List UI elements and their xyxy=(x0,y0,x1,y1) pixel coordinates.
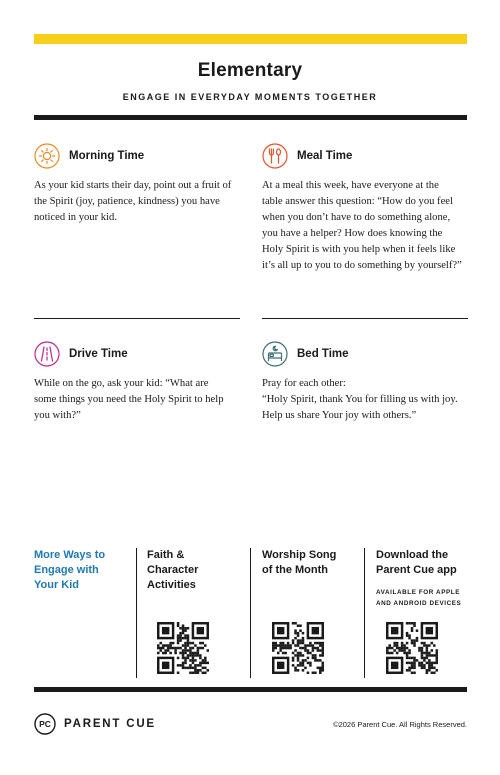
section-title: Morning Time xyxy=(69,150,145,162)
bed-icon xyxy=(262,341,288,367)
body-line: the Spirit (joy, patience, kindness) you have xyxy=(34,196,220,207)
download-app-column xyxy=(376,548,467,680)
column-title-line: Worship Song xyxy=(262,549,337,561)
note-line: AVAILABLE FOR APPLE xyxy=(376,589,461,596)
column-title-line: Character xyxy=(147,564,199,576)
column-title-line: Parent Cue app xyxy=(376,564,457,576)
section-body xyxy=(262,376,468,424)
column-title-line: Activities xyxy=(147,579,196,591)
column-divider xyxy=(136,548,137,678)
qr-code-icon[interactable] xyxy=(272,622,324,674)
qr-code-icon[interactable] xyxy=(157,622,209,674)
logo-monogram: PC xyxy=(39,719,51,730)
parent-cue-logo-icon xyxy=(34,713,56,735)
body-line: Pray for each other: xyxy=(262,378,346,389)
header-divider xyxy=(34,115,467,120)
road-icon xyxy=(34,341,60,367)
copyright-notice: ©2026 Parent Cue. All Rights Reserved. xyxy=(333,720,467,729)
body-line: Holy Spirit is with you help when it feels like xyxy=(262,244,456,255)
body-line: some things you need the Holy Spirit to help xyxy=(34,394,224,405)
worship-song-column xyxy=(262,548,362,680)
note-line: AND ANDROID DEVICES xyxy=(376,600,462,607)
body-line: you have a helper? How does knowing the xyxy=(262,228,443,239)
utensils-icon xyxy=(262,143,288,169)
app-availability-note xyxy=(376,587,467,609)
body-line: noticed in your kid. xyxy=(34,212,117,223)
section-meal-time xyxy=(262,143,468,274)
brand-name: PARENT CUE xyxy=(64,718,156,730)
section-body xyxy=(34,376,240,424)
body-line: While on the go, ask your kid: “What are xyxy=(34,378,209,389)
section-bed-time xyxy=(262,341,468,424)
section-title: Drive Time xyxy=(69,348,128,360)
section-body xyxy=(34,178,240,226)
body-line: table answer this question: “How do you feel xyxy=(262,196,453,207)
body-line: As your kid starts their day, point out a fruit of xyxy=(34,180,232,191)
more-ways-heading xyxy=(34,548,134,680)
column-title-line: of the Month xyxy=(262,564,328,576)
more-ways-line: Engage with xyxy=(34,564,99,576)
section-body xyxy=(262,178,468,274)
section-drive-time xyxy=(34,341,240,424)
column-title-line: Download the xyxy=(376,549,449,561)
section-divider xyxy=(34,318,240,319)
column-title-line: Faith & xyxy=(147,549,185,561)
faith-activities-column xyxy=(147,548,247,680)
brand-logo xyxy=(34,713,156,735)
section-title: Meal Time xyxy=(297,150,353,162)
more-ways-panel xyxy=(34,548,467,680)
body-line: it’s all up to you to do something by yourself?” xyxy=(262,260,462,271)
section-title: Bed Time xyxy=(297,348,349,360)
footer-divider xyxy=(34,687,467,692)
column-divider xyxy=(364,548,365,678)
more-ways-line: Your Kid xyxy=(34,579,80,591)
page-subtitle: ENGAGE IN EVERYDAY MOMENTS TOGETHER xyxy=(122,92,378,102)
body-line: when you don’t have to do something alone, xyxy=(262,212,451,223)
body-line: At a meal this week, have everyone at the xyxy=(262,180,439,191)
section-divider xyxy=(262,318,468,319)
sun-icon xyxy=(34,143,60,169)
more-ways-line: More Ways to xyxy=(34,549,106,561)
column-divider xyxy=(250,548,251,678)
body-line: “Holy Spirit, thank You for filling us with joy. xyxy=(262,394,458,405)
body-line: Help us share Your joy with others.” xyxy=(262,410,417,421)
body-line: you with?” xyxy=(34,410,81,421)
qr-code-icon[interactable] xyxy=(386,622,438,674)
top-accent-bar xyxy=(34,34,467,44)
section-morning-time xyxy=(34,143,240,226)
page-title: Elementary xyxy=(197,60,303,81)
